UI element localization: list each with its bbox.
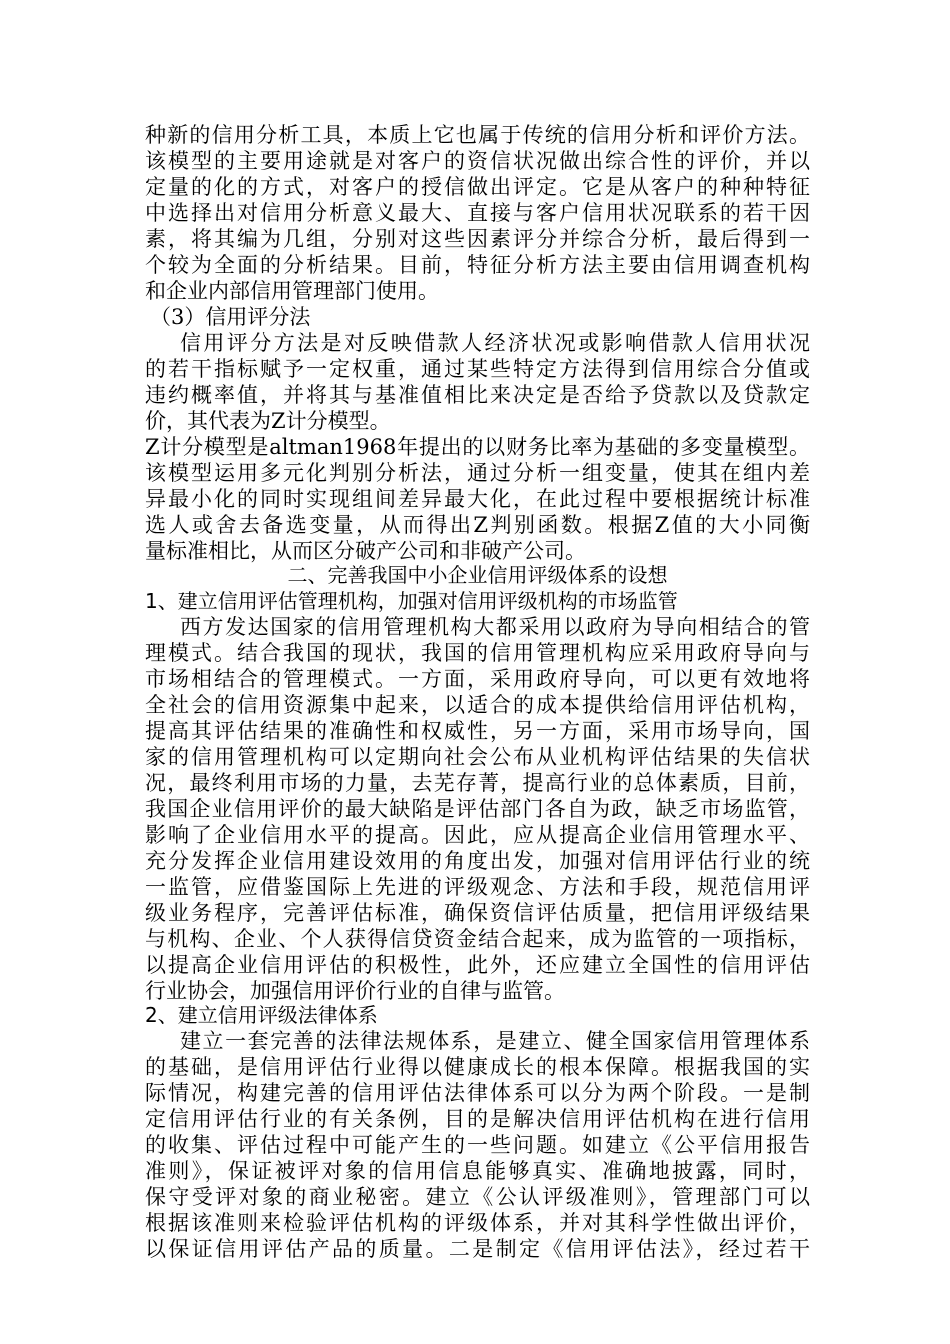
text-line: 量标准相比，从而区分破产公司和非破产公司。	[145, 539, 586, 563]
text-line: 选人或舍去备选变量，从而得出Z判别函数。根据Z值的大小同衡	[145, 513, 810, 537]
text-line: 际情况，构建完善的信用评估法律体系可以分为两个阶段。一是制	[145, 1081, 810, 1105]
text-line: 行业协会，加强信用评价行业的自律与监管。	[145, 979, 565, 1003]
text-line: 异最小化的同时实现组间差异最大化，在此过程中要根据统计标准	[145, 487, 810, 511]
text-line: 以提高企业信用评估的积极性，此外，还应建立全国性的信用评估	[145, 953, 810, 977]
text-line: 该模型运用多元化判别分析法，通过分析一组变量，使其在组内差	[145, 461, 810, 485]
subheading: （3）信用评分法	[150, 305, 311, 329]
text-line: 根据该准则来检验评估机构的评级体系，并对其科学性做出评价，	[145, 1211, 810, 1235]
text-line: 定量的化的方式，对客户的授信做出评定。它是从客户的种种特征	[145, 175, 810, 199]
text-line: 充分发挥企业信用建设效用的角度出发，加强对信用评估行业的统	[145, 849, 810, 873]
text-line: 市场相结合的管理模式。一方面，采用政府导向，可以更有效地将	[145, 667, 810, 691]
text-line: 定信用评估行业的有关条例，目的是解决信用评估机构在进行信用	[145, 1107, 810, 1131]
text-line: 的若干指标赋予一定权重，通过某些特定方法得到信用综合分值或	[145, 357, 810, 381]
text-line: 准则》，保证被评对象的信用信息能够真实、准确地披露，同时，	[145, 1159, 810, 1183]
text-line: 建立一套完善的法律法规体系，是建立、健全国家信用管理体系	[180, 1029, 810, 1053]
text-line: 保守受评对象的商业秘密。建立《公认评级准则》，管理部门可以	[145, 1185, 810, 1209]
text-line: 家的信用管理机构可以定期向社会公布从业机构评估结果的失信状	[145, 745, 810, 769]
text-line: 该模型的主要用途就是对客户的资信状况做出综合性的评价，并以	[145, 149, 810, 173]
text-line: 理模式。结合我国的现状，我国的信用管理机构应采用政府导向与	[145, 641, 810, 665]
text-line: 种新的信用分析工具，本质上它也属于传统的信用分析和评价方法。	[145, 123, 810, 147]
text-line: 违约概率值，并将其与基准值相比来决定是否给予贷款以及贷款定	[145, 383, 810, 407]
text-line: 与机构、企业、个人获得信贷资金结合起来，成为监管的一项指标，	[145, 927, 810, 951]
text-line: 和企业内部信用管理部门使用。	[145, 279, 439, 303]
text-line: 中选择出对信用分析意义最大、直接与客户信用状况联系的若干因	[145, 201, 810, 225]
text-line: 以保证信用评估产品的质量。二是制定《信用评估法》，经过若干	[145, 1237, 810, 1261]
text-line: 我国企业信用评价的最大缺陷是评估部门各自为政，缺乏市场监管，	[145, 797, 810, 821]
heading-1: 1、建立信用评估管理机构，加强对信用评级机构的市场监管	[145, 589, 678, 613]
text-line: 级业务程序，完善评估标准，确保资信评估质量，把信用评级结果	[145, 901, 810, 925]
text-line: 信用评分方法是对反映借款人经济状况或影响借款人信用状况	[180, 331, 810, 355]
text-line: 素，将其编为几组，分别对这些因素评分并综合分析，最后得到一	[145, 227, 810, 251]
text-line: 况，最终利用市场的力量，去芜存菁，提高行业的总体素质，目前，	[145, 771, 810, 795]
text-line: 西方发达国家的信用管理机构大都采用以政府为导向相结合的管	[180, 615, 810, 639]
text-line: 提高其评估结果的准确性和权威性，另一方面，采用市场导向，国	[145, 719, 810, 743]
text-line: 价，其代表为Z计分模型。	[145, 409, 391, 433]
text-line: 的收集、评估过程中可能产生的一些问题。如建立《公平信用报告	[145, 1133, 810, 1157]
text-line: 的基础，是信用评估行业得以健康成长的根本保障。根据我国的实	[145, 1055, 810, 1079]
text-line: Z计分模型是altman1968年提出的以财务比率为基础的多变量模型。	[145, 435, 810, 459]
text-line: 全社会的信用资源集中起来，以适合的成本提供给信用评估机构，	[145, 693, 810, 717]
heading-2: 2、建立信用评级法律体系	[145, 1003, 378, 1027]
text-line: 影响了企业信用水平的提高。因此，应从提高企业信用管理水平、	[145, 823, 810, 847]
text-line: 个较为全面的分析结果。目前，特征分析方法主要由信用调查机构	[145, 253, 810, 277]
section-title: 二、完善我国中小企业信用评级体系的设想	[287, 563, 668, 587]
text-line: 一监管，应借鉴国际上先进的评级观念、方法和手段，规范信用评	[145, 875, 810, 899]
